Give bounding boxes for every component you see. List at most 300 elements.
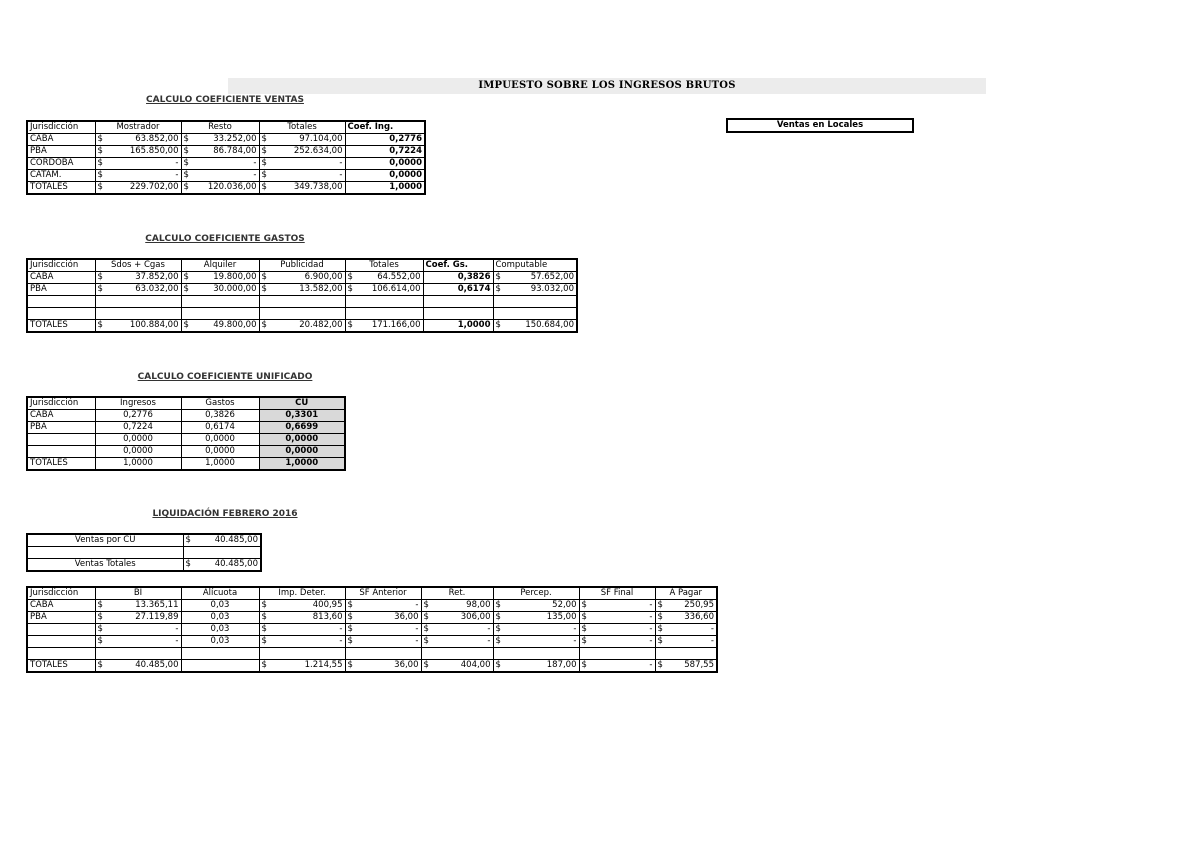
column-header[interactable]: Sdos + Cgas — [95, 259, 181, 272]
table-cell[interactable] — [579, 648, 655, 660]
table-cell[interactable] — [181, 648, 259, 660]
currency-symbol: $ — [183, 182, 189, 192]
table-cell[interactable] — [259, 182, 345, 195]
row-label[interactable] — [27, 636, 95, 648]
table-cell[interactable] — [181, 320, 259, 333]
table-cell[interactable] — [95, 648, 181, 660]
row-label[interactable]: CABA — [27, 272, 95, 284]
table-cell[interactable]: 1,0000 — [423, 320, 493, 333]
table-cell[interactable]: 0,0000 — [259, 446, 345, 458]
cell-value: - — [573, 624, 577, 634]
column-header[interactable]: A Pagar — [655, 587, 717, 600]
column-header[interactable]: Alquiler — [181, 259, 259, 272]
cell-value: - — [339, 636, 343, 646]
table-cell[interactable] — [259, 320, 345, 333]
column-header[interactable]: Jurisdicción — [27, 259, 95, 272]
table-cell[interactable] — [579, 660, 655, 673]
cell-value: - — [487, 636, 491, 646]
table-cell[interactable] — [345, 284, 423, 296]
table-cell[interactable] — [95, 624, 181, 636]
currency-symbol: $ — [97, 320, 103, 330]
column-header[interactable]: CU — [259, 397, 345, 410]
section-title-unificado: CALCULO COEFICIENTE UNIFICADO — [137, 372, 313, 382]
table-cell[interactable] — [493, 600, 579, 612]
table-cell[interactable] — [345, 320, 423, 333]
table-cell[interactable] — [493, 284, 577, 296]
table-row — [27, 134, 425, 146]
table-row — [27, 624, 717, 636]
table-cell[interactable]: 0,6699 — [259, 422, 345, 434]
table-cell[interactable] — [95, 158, 181, 170]
table-cell[interactable] — [181, 170, 259, 182]
row-label[interactable]: TOTALES — [27, 458, 95, 471]
currency-symbol: $ — [183, 320, 189, 330]
table-cell[interactable] — [493, 296, 577, 308]
table-cell[interactable]: 1,0000 — [181, 458, 259, 471]
column-header[interactable]: Coef. Ing. — [345, 121, 425, 134]
currency-symbol: $ — [347, 624, 353, 634]
currency-symbol: $ — [495, 284, 501, 294]
table-cell[interactable] — [181, 158, 259, 170]
currency-symbol: $ — [261, 170, 267, 180]
column-header[interactable]: Jurisdicción — [27, 121, 95, 134]
table-cell[interactable] — [655, 600, 717, 612]
table-cell[interactable] — [95, 284, 181, 296]
table-row — [27, 458, 345, 471]
table-cell[interactable] — [579, 600, 655, 612]
cell-value: 57.652,00 — [530, 272, 574, 282]
column-header[interactable]: SF Final — [579, 587, 655, 600]
cell-value: 64.552,00 — [377, 272, 421, 282]
cell-value: 27.119,89 — [135, 612, 179, 622]
cell-value: 13.365,11 — [135, 600, 179, 610]
table-cell[interactable] — [421, 624, 493, 636]
table-cell[interactable] — [493, 612, 579, 624]
cell-value: 30.000,00 — [213, 284, 257, 294]
cell-value: 40.485,00 — [135, 660, 179, 670]
table-cell[interactable] — [345, 648, 421, 660]
table-row — [27, 534, 261, 547]
table-cell[interactable]: 0,7224 — [95, 422, 181, 434]
table-cell[interactable] — [421, 600, 493, 612]
currency-symbol: $ — [495, 272, 501, 282]
column-header[interactable]: BI — [95, 587, 181, 600]
cell-value: 120.036,00 — [207, 182, 257, 192]
table-cell[interactable] — [259, 272, 345, 284]
table-row — [27, 296, 577, 308]
table-cell[interactable]: 0,3826 — [423, 272, 493, 284]
currency-symbol: $ — [261, 146, 267, 156]
table-cell[interactable]: 0,2776 — [95, 410, 181, 422]
cell-value: 306,00 — [460, 612, 491, 622]
table-cell[interactable] — [259, 612, 345, 624]
table-cell[interactable]: 0,6174 — [181, 422, 259, 434]
table-header-row — [27, 587, 717, 600]
table-cell[interactable] — [579, 636, 655, 648]
table-cell[interactable] — [181, 308, 259, 320]
cell-value: 40.485,00 — [214, 535, 258, 545]
table-cell[interactable] — [181, 182, 259, 195]
cell-value: - — [175, 158, 179, 168]
currency-symbol: $ — [495, 612, 501, 622]
table-cell[interactable] — [95, 636, 181, 648]
table-cell[interactable] — [579, 624, 655, 636]
table-row — [27, 182, 425, 195]
currency-symbol: $ — [495, 636, 501, 646]
table-cell[interactable] — [95, 660, 181, 673]
currency-symbol: $ — [183, 284, 189, 294]
table-cell[interactable] — [259, 170, 345, 182]
table-cell[interactable]: 0,0000 — [345, 158, 425, 170]
cell-value: 33.252,00 — [213, 134, 257, 144]
table-cell[interactable] — [259, 624, 345, 636]
table-cell[interactable] — [421, 636, 493, 648]
table-cell[interactable] — [259, 648, 345, 660]
report-banner: IMPUESTO SOBRE LOS INGRESOS BRUTOS — [228, 78, 986, 94]
cell-value: 229.702,00 — [129, 182, 179, 192]
table-row — [27, 636, 717, 648]
column-header[interactable]: Ret. — [421, 587, 493, 600]
column-header[interactable]: Resto — [181, 121, 259, 134]
table-cell[interactable] — [345, 624, 421, 636]
cell-value: - — [175, 636, 179, 646]
table-cell[interactable] — [181, 296, 259, 308]
row-label[interactable]: CATAM. — [27, 170, 95, 182]
table-cell[interactable] — [421, 612, 493, 624]
currency-symbol: $ — [347, 636, 353, 646]
table-cell[interactable] — [183, 559, 261, 572]
table-cell[interactable] — [181, 146, 259, 158]
cell-value: 404,00 — [460, 660, 491, 670]
currency-symbol: $ — [347, 660, 353, 670]
currency-symbol: $ — [581, 624, 587, 634]
column-header[interactable]: SF Anterior — [345, 587, 421, 600]
currency-symbol: $ — [97, 272, 103, 282]
currency-symbol: $ — [423, 624, 429, 634]
table-row — [27, 308, 577, 320]
cell-value: 19.800,00 — [213, 272, 257, 282]
cell-value: 250,95 — [684, 600, 714, 610]
cell-value: 813,60 — [312, 612, 343, 622]
table-row — [27, 158, 425, 170]
currency-symbol: $ — [97, 624, 103, 634]
table-cell[interactable]: 1,0000 — [345, 182, 425, 195]
column-header[interactable]: Publicidad — [259, 259, 345, 272]
table-cell[interactable] — [423, 308, 493, 320]
column-header[interactable]: Ingresos — [95, 397, 181, 410]
currency-symbol: $ — [261, 624, 267, 634]
table-cell[interactable] — [181, 660, 259, 673]
currency-symbol: $ — [423, 636, 429, 646]
table-row — [27, 648, 717, 660]
currency-symbol: $ — [97, 182, 103, 192]
table-cell[interactable] — [181, 134, 259, 146]
cell-value: - — [339, 624, 343, 634]
row-label[interactable] — [27, 446, 95, 458]
table-cell[interactable] — [345, 272, 423, 284]
currency-symbol: $ — [495, 660, 501, 670]
cell-value: - — [573, 636, 577, 646]
table-cell[interactable] — [95, 600, 181, 612]
column-header[interactable]: Percep. — [493, 587, 579, 600]
table-cell[interactable] — [259, 600, 345, 612]
currency-symbol: $ — [185, 535, 191, 545]
cell-value: - — [649, 660, 653, 670]
cell-value: 252.634,00 — [293, 146, 343, 156]
table-cell[interactable] — [95, 170, 181, 182]
cell-value: - — [415, 624, 419, 634]
table-cell[interactable] — [181, 272, 259, 284]
table-cell[interactable] — [493, 272, 577, 284]
column-header[interactable]: Totales — [259, 121, 345, 134]
cell-value: 165.850,00 — [129, 146, 179, 156]
table-cell[interactable]: 0,3301 — [259, 410, 345, 422]
table-cell[interactable]: 0,6174 — [423, 284, 493, 296]
currency-symbol: $ — [495, 600, 501, 610]
table-cell[interactable] — [95, 320, 181, 333]
row-label[interactable]: CABA — [27, 410, 95, 422]
currency-symbol: $ — [347, 284, 353, 294]
currency-symbol: $ — [261, 182, 267, 192]
cell-value: 97.104,00 — [299, 134, 343, 144]
table-row — [27, 612, 717, 624]
coef-gastos-table — [26, 258, 578, 333]
section-title-ventas: CALCULO COEFICIENTE VENTAS — [146, 95, 304, 105]
table-cell[interactable] — [655, 612, 717, 624]
table-cell[interactable]: 0,3826 — [181, 410, 259, 422]
table-cell[interactable] — [259, 158, 345, 170]
cell-value: - — [710, 636, 714, 646]
column-header[interactable]: Alícuota — [181, 587, 259, 600]
table-row — [27, 320, 577, 333]
row-label[interactable]: Ventas por CU — [27, 534, 183, 547]
row-label[interactable] — [27, 296, 95, 308]
table-cell[interactable]: 0,2776 — [345, 134, 425, 146]
currency-symbol: $ — [97, 146, 103, 156]
table-cell[interactable] — [345, 296, 423, 308]
table-cell[interactable] — [493, 320, 577, 333]
currency-symbol: $ — [347, 600, 353, 610]
cell-value: - — [175, 624, 179, 634]
currency-symbol: $ — [97, 600, 103, 610]
coef-ventas-table — [26, 120, 426, 195]
currency-symbol: $ — [97, 636, 103, 646]
table-cell[interactable]: 0,0000 — [345, 170, 425, 182]
table-cell[interactable]: 0,0000 — [95, 446, 181, 458]
currency-symbol: $ — [261, 158, 267, 168]
row-label[interactable]: CORDOBA — [27, 158, 95, 170]
cell-value: 63.032,00 — [135, 284, 179, 294]
cell-value: - — [415, 636, 419, 646]
currency-symbol: $ — [261, 660, 267, 670]
row-label[interactable] — [27, 434, 95, 446]
table-cell[interactable] — [655, 660, 717, 673]
cell-value: - — [339, 170, 343, 180]
ventas-cu-table — [26, 533, 262, 572]
currency-symbol: $ — [423, 612, 429, 622]
cell-value: 6.900,00 — [304, 272, 343, 282]
cell-value: 106.614,00 — [371, 284, 421, 294]
currency-symbol: $ — [581, 660, 587, 670]
liquidacion-table — [26, 586, 718, 673]
table-cell[interactable] — [95, 296, 181, 308]
currency-symbol: $ — [657, 636, 663, 646]
table-cell[interactable] — [345, 636, 421, 648]
table-cell[interactable]: 0,03 — [181, 612, 259, 624]
table-cell[interactable]: 0,03 — [181, 624, 259, 636]
table-row — [27, 170, 425, 182]
row-label[interactable]: CABA — [27, 134, 95, 146]
table-row — [27, 410, 345, 422]
currency-symbol: $ — [261, 600, 267, 610]
table-row — [27, 272, 577, 284]
table-cell[interactable] — [259, 636, 345, 648]
row-label[interactable]: Ventas Totales — [27, 559, 183, 572]
table-header-row — [27, 121, 425, 134]
cell-value: 36,00 — [394, 660, 419, 670]
cell-value: 36,00 — [394, 612, 419, 622]
currency-symbol: $ — [347, 320, 353, 330]
table-cell[interactable] — [259, 134, 345, 146]
table-cell[interactable] — [259, 308, 345, 320]
table-row — [27, 434, 345, 446]
column-header[interactable]: Imp. Deter. — [259, 587, 345, 600]
row-label[interactable]: TOTALES — [27, 320, 95, 333]
table-cell[interactable] — [493, 660, 579, 673]
row-label[interactable]: PBA — [27, 422, 95, 434]
currency-symbol: $ — [581, 600, 587, 610]
table-row — [27, 660, 717, 673]
table-title-row — [727, 119, 913, 132]
table-cell[interactable] — [95, 612, 181, 624]
table-cell[interactable] — [655, 648, 717, 660]
table-cell[interactable] — [95, 272, 181, 284]
table-cell[interactable] — [345, 600, 421, 612]
currency-symbol: $ — [97, 284, 103, 294]
table-cell[interactable] — [259, 284, 345, 296]
table-cell[interactable] — [421, 648, 493, 660]
table-cell[interactable] — [27, 547, 183, 559]
section-title-liquidacion: LIQUIDACIÓN FEBRERO 2016 — [152, 509, 298, 519]
table-row — [27, 284, 577, 296]
table-title[interactable]: Ventas en Locales — [727, 119, 913, 132]
column-header[interactable]: Jurisdicción — [27, 397, 95, 410]
table-cell[interactable]: 0,0000 — [181, 434, 259, 446]
table-cell[interactable] — [95, 134, 181, 146]
table-cell[interactable] — [345, 660, 421, 673]
cell-value: 93.032,00 — [530, 284, 574, 294]
cell-value: 187,00 — [546, 660, 577, 670]
cell-value: - — [649, 624, 653, 634]
cell-value: 336,60 — [684, 612, 714, 622]
table-cell[interactable] — [345, 308, 423, 320]
currency-symbol: $ — [423, 660, 429, 670]
table-cell[interactable] — [423, 296, 493, 308]
currency-symbol: $ — [423, 600, 429, 610]
table-cell[interactable] — [95, 182, 181, 195]
table-row — [27, 547, 261, 559]
table-cell[interactable] — [181, 284, 259, 296]
column-header[interactable]: Totales — [345, 259, 423, 272]
table-cell[interactable] — [655, 624, 717, 636]
table-row — [27, 146, 425, 158]
table-cell[interactable] — [183, 547, 261, 559]
row-label[interactable] — [27, 308, 95, 320]
cell-value: 98,00 — [466, 600, 491, 610]
table-row — [27, 559, 261, 572]
currency-symbol: $ — [261, 272, 267, 282]
cell-value: - — [649, 600, 653, 610]
table-cell[interactable]: 0,7224 — [345, 146, 425, 158]
row-label[interactable]: TOTALES — [27, 660, 95, 673]
table-cell[interactable] — [183, 534, 261, 547]
row-label[interactable]: PBA — [27, 146, 95, 158]
column-header[interactable]: Mostrador — [95, 121, 181, 134]
cell-value: 86.784,00 — [213, 146, 257, 156]
table-cell[interactable] — [345, 612, 421, 624]
row-label[interactable]: PBA — [27, 612, 95, 624]
cell-value: 13.582,00 — [299, 284, 343, 294]
currency-symbol: $ — [347, 272, 353, 282]
table-cell[interactable] — [493, 308, 577, 320]
row-label[interactable]: CABA — [27, 600, 95, 612]
row-label[interactable]: TOTALES — [27, 182, 95, 195]
table-cell[interactable] — [655, 636, 717, 648]
currency-symbol: $ — [657, 600, 663, 610]
table-cell[interactable] — [259, 660, 345, 673]
table-cell[interactable]: 0,03 — [181, 600, 259, 612]
column-header[interactable]: Jurisdicción — [27, 587, 95, 600]
currency-symbol: $ — [97, 170, 103, 180]
currency-symbol: $ — [183, 158, 189, 168]
cell-value: 171.166,00 — [371, 320, 421, 330]
table-cell[interactable] — [493, 624, 579, 636]
cell-value: - — [710, 624, 714, 634]
currency-symbol: $ — [581, 636, 587, 646]
cell-value: 63.852,00 — [135, 134, 179, 144]
table-cell[interactable]: 0,0000 — [259, 434, 345, 446]
coef-unificado-table — [26, 396, 346, 471]
table-cell[interactable] — [493, 648, 579, 660]
table-cell[interactable] — [579, 612, 655, 624]
table-header-row — [27, 259, 577, 272]
table-cell[interactable] — [493, 636, 579, 648]
column-header[interactable]: Gastos — [181, 397, 259, 410]
ventas-locales-table — [726, 118, 914, 133]
table-cell[interactable]: 0,0000 — [95, 434, 181, 446]
table-cell[interactable]: 0,0000 — [181, 446, 259, 458]
cell-value: - — [487, 624, 491, 634]
table-cell[interactable]: 1,0000 — [95, 458, 181, 471]
currency-symbol: $ — [97, 158, 103, 168]
row-label[interactable] — [27, 624, 95, 636]
table-cell[interactable] — [95, 146, 181, 158]
currency-symbol: $ — [347, 612, 353, 622]
column-header[interactable]: Computable — [493, 259, 577, 272]
table-cell[interactable] — [95, 308, 181, 320]
column-header[interactable]: Coef. Gs. — [423, 259, 493, 272]
table-cell[interactable]: 0,03 — [181, 636, 259, 648]
table-cell[interactable] — [421, 660, 493, 673]
table-cell[interactable]: 1,0000 — [259, 458, 345, 471]
row-label[interactable] — [27, 648, 95, 660]
cell-value: - — [175, 170, 179, 180]
row-label[interactable]: PBA — [27, 284, 95, 296]
table-cell[interactable] — [259, 146, 345, 158]
cell-value: 135,00 — [546, 612, 577, 622]
cell-value: - — [339, 158, 343, 168]
table-cell[interactable] — [259, 296, 345, 308]
